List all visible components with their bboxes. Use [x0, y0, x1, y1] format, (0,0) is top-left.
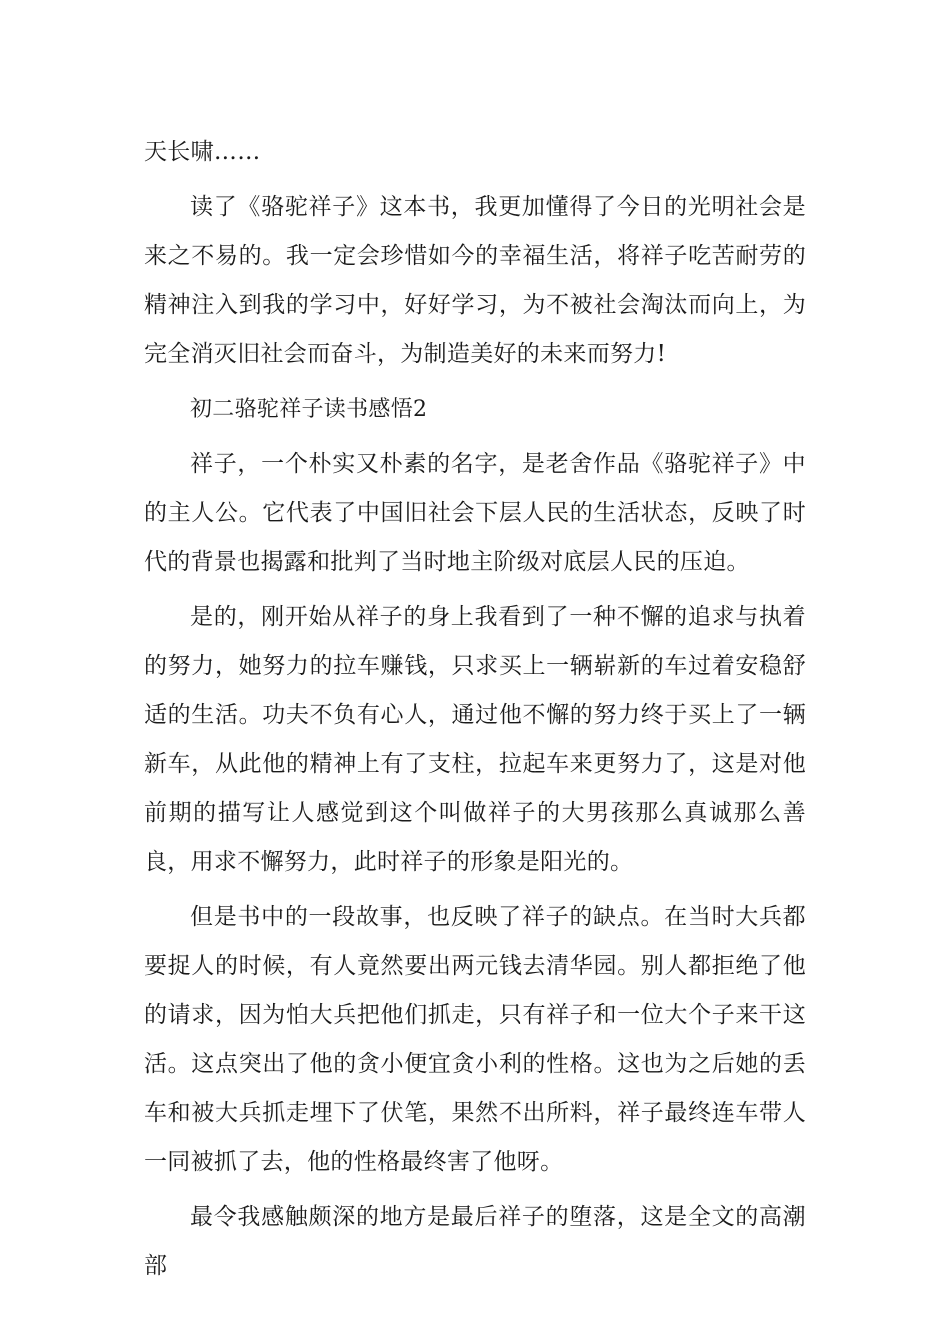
paragraph-continuation: 天长啸……	[144, 139, 261, 165]
section-heading: 初二骆驼祥子读书感悟2	[190, 397, 428, 422]
paragraph: 读了《骆驼祥子》这本书，我更加懂得了今日的光明社会是来之不易的。我一定会珍惜如今的幸福生活，将祥子吃苦耐劳的精神注入到我的学习中，好好学习，为不被社会淘汰而向上，为完全消灭旧社会而奋斗，为制造美好的未来而努力!	[144, 194, 806, 367]
document-body	[144, 128, 806, 1291]
paragraph: 祥子，一个朴实又朴素的名字，是老舍作品《骆驼祥子》中的主人公。它代表了中国旧社会下层人民的生活状态，反映了时代的背景也揭露和批判了当时地主阶级对底层人民的压迫。	[144, 451, 806, 575]
paragraph: 最令我感触颇深的地方是最后祥子的堕落，这是全文的高潮部	[144, 1204, 806, 1279]
paragraph: 是的，刚开始从祥子的身上我看到了一种不懈的追求与执着的努力，她努力的拉车赚钱，只求买上一辆崭新的车过着安稳舒适的生活。功夫不负有心人，通过他不懈的努力终于买上了一辆新车，从此他的精神上有了支柱，拉起车来更努力了，这是对他前期的描写让人感觉到这个叫做祥子的大男孩那么真诚那么善良，用求不懈努力，此时祥子的形象是阳光的。	[144, 604, 806, 875]
paragraph: 但是书中的一段故事，也反映了祥子的缺点。在当时大兵都要捉人的时候，有人竟然要出两元钱去清华园。别人都拒绝了他的请求，因为怕大兵把他们抓走，只有祥子和一位大个子来干这活。这点突出了他的贪小便宜贪小利的性格。这也为之后她的丢车和被大兵抓走埋下了伏笔，果然不出所料，祥子最终连车带人一同被抓了去，他的性格最终害了他呀。	[144, 904, 806, 1175]
